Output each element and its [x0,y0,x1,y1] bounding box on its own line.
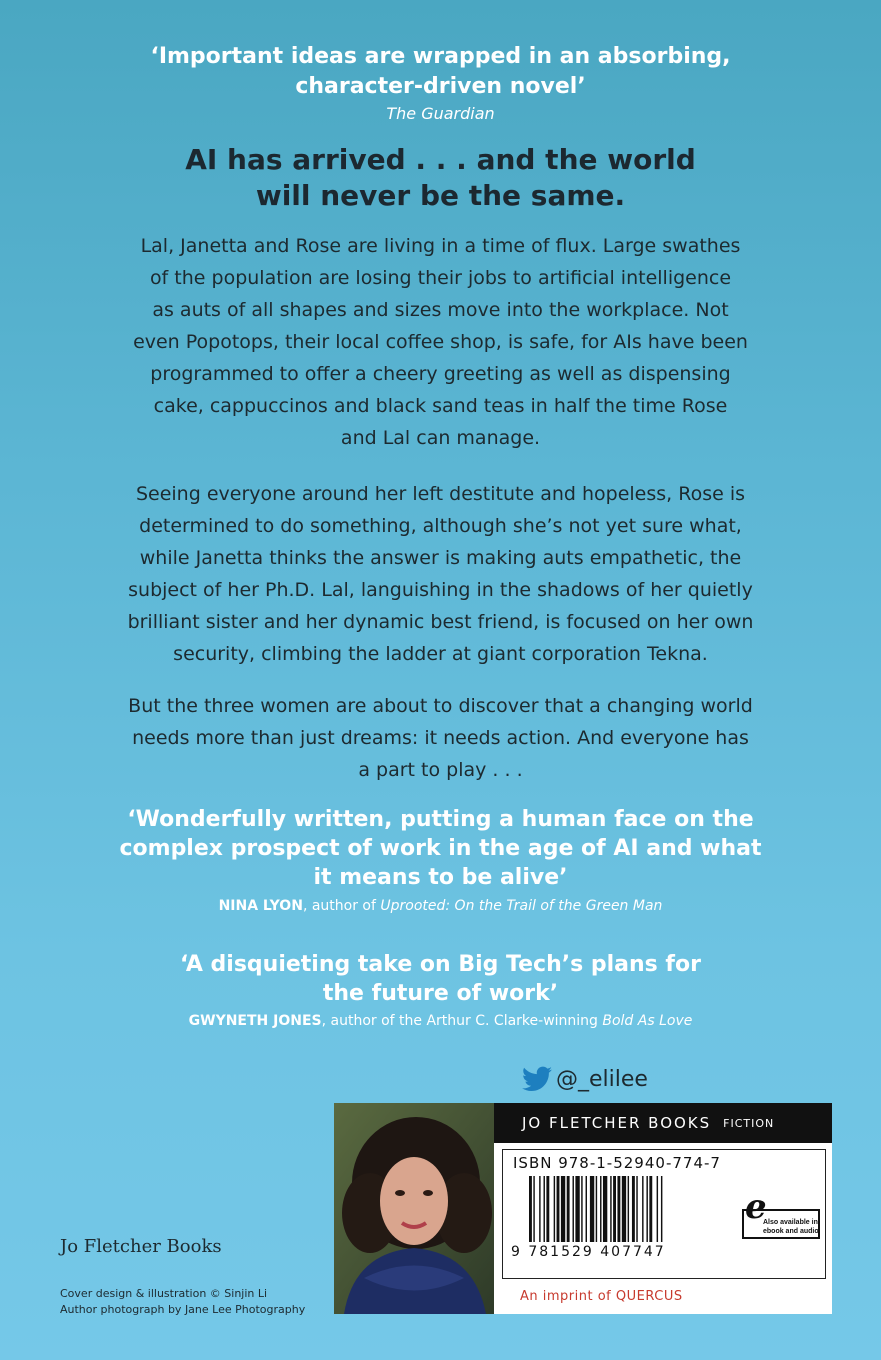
top-quote [0,42,881,102]
quote-line: complex prospect of work in the age of AI and what [119,836,762,861]
quote-line: it means to be alive’ [313,865,568,890]
review-quote-2 [0,805,881,892]
barcode-digits: 9 781529 407747 [511,1244,666,1260]
blurb-line: a part to play . . . [358,759,523,781]
blurb-line: as auts of all shapes and sizes move into the workplace. Not [152,299,729,321]
blurb-line: subject of her Ph.D. Lal, languishing in the shadows of her quietly [128,579,753,601]
headline [0,142,881,214]
ebook-e-icon [739,1180,821,1244]
blurb-line: even Popotops, their local coffee shop, is safe, for AIs have been [133,331,748,353]
attribution-mid: , author of [302,898,381,914]
blurb-line: programmed to offer a cheery greeting as well as dispensing [150,363,731,385]
ebook-badge [739,1180,821,1244]
attribution-author: NINA LYON [218,898,303,914]
blurb-line: Lal, Janetta and Rose are living in a time of flux. Large swathes [140,235,741,257]
imprint-line [520,1289,683,1304]
quote-line: ‘Wonderfully written, putting a human face on the [127,807,754,832]
blurb-line: while Janetta thinks the answer is making auts empathetic, the [139,547,742,569]
publisher-logo: Jo Fletcher Books [60,1236,222,1257]
attribution-work: Uprooted: On the Trail of the Green Man [380,898,663,914]
author-photo [334,1103,494,1314]
headline-line: AI has arrived . . . and the world [185,143,696,176]
review-quote-2-attribution [0,898,881,914]
blurb-line: of the population are losing their jobs to artificial intelligence [149,267,732,289]
blurb-line: Seeing everyone around her left destitute and hopeless, Rose is [135,483,746,505]
credit-line: Cover design & illustration © Sinjin Li [60,1287,268,1300]
twitter-handle [522,1066,648,1092]
blurb-paragraph-2 [70,478,811,670]
attribution-work: Bold As Love [602,1013,693,1029]
credit-line: Author photograph by Jane Lee Photography [60,1303,306,1316]
review-quote-3-attribution [0,1013,881,1029]
review-quote-3 [0,950,881,1008]
credits [60,1286,305,1318]
blurb-line: cake, cappuccinos and black sand teas in half the time Rose [153,395,728,417]
blurb-paragraph-1 [70,230,811,454]
blurb-line: security, climbing the ladder at giant corporation Tekna. [173,643,708,665]
headline-line: will never be the same. [255,179,626,212]
category-label: FICTION [723,1116,775,1130]
imprint-name: JO FLETCHER BOOKS [522,1114,712,1132]
twitter-bird-icon [522,1066,552,1092]
barcode-box [502,1149,826,1279]
top-quote-line: ‘Important ideas are wrapped in an absorbing, [150,44,731,69]
imprint-line-prefix: An imprint of [520,1289,616,1304]
blurb-line: But the three women are about to discover that a changing world [128,695,753,717]
blurb-line: and Lal can manage. [340,427,541,449]
blurb-line: needs more than just dreams: it needs action. And everyone has [132,727,749,749]
blurb-line: determined to do something, although she’s not yet sure what, [139,515,742,537]
panel-header [494,1103,832,1143]
barcode-panel [494,1103,832,1314]
author-portrait-illustration [334,1103,494,1314]
isbn-text: ISBN 978-1-52940-774-7 [513,1154,721,1172]
blurb-line: brilliant sister and her dynamic best friend, is focused on her own [127,611,754,633]
top-quote-source: The Guardian [386,104,495,123]
ebook-text-line: ebook and audio [763,1228,819,1235]
quote-line: the future of work’ [322,981,559,1006]
svg-text:e: e [745,1187,767,1227]
attribution-author: GWYNETH JONES [188,1013,322,1029]
twitter-handle-text: @_elilee [556,1066,648,1092]
barcode-image [529,1176,753,1242]
blurb-paragraph-3 [70,690,811,786]
attribution-mid: , author of the Arthur C. Clarke-winning [321,1013,603,1029]
ebook-text-line: Also available in [763,1219,818,1226]
imprint-line-brand: QUERCUS [615,1289,683,1304]
quote-line: ‘A disquieting take on Big Tech’s plans for [180,952,701,977]
top-quote-line: character-driven novel’ [295,74,586,99]
